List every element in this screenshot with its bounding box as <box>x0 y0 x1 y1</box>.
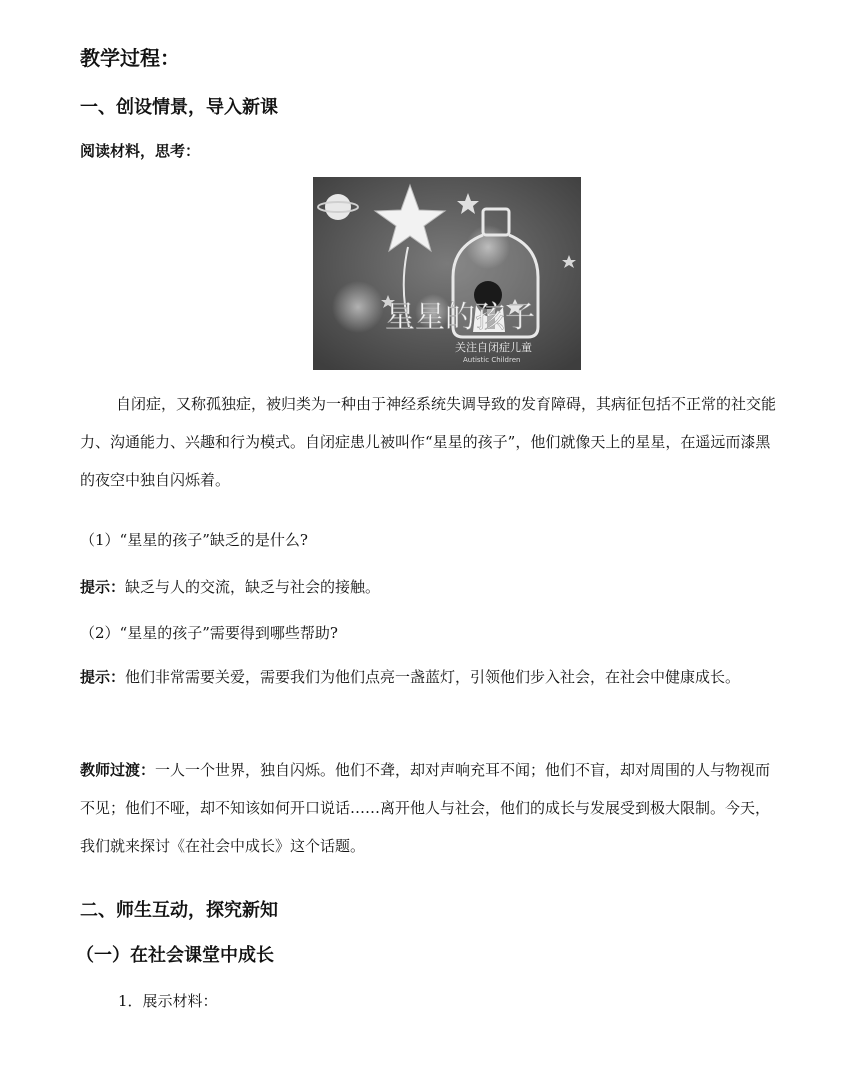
hint-1 <box>80 576 380 597</box>
section-1-heading: 一、创设情景，导入新课 <box>80 97 278 118</box>
question-1: （1）“星星的孩子”缺乏的是什么? <box>80 531 308 549</box>
question-2: （2）“星星的孩子”需要得到哪些帮助? <box>80 624 338 642</box>
read-prompt: 阅读材料，思考： <box>80 142 201 160</box>
teacher-transition-label: 教师过渡： <box>80 761 156 779</box>
hint-1-text: 缺乏与人的交流，缺乏与社会的接触。 <box>125 578 381 596</box>
autism-illustration-image <box>313 177 581 370</box>
teacher-transition <box>80 751 780 865</box>
hint-2-label: 提示： <box>80 668 126 686</box>
hint-2-text: 他们非常需要关爱，需要我们为他们点亮一盏蓝灯，引领他们步入社会，在社会中健康成长。 <box>125 668 741 686</box>
image-english-text: Autistic Children <box>463 356 521 364</box>
image-subtitle-text: 关注自闭症儿童 <box>455 341 532 354</box>
image-title-text: 星星的孩子 <box>385 300 535 335</box>
item-1: 1．展示材料： <box>118 992 218 1010</box>
intro-paragraph: 自闭症，又称孤独症，被归类为一种由于神经系统失调导致的发育障碍，其病征包括不正常的社交能力、沟通能力、兴趣和行为模式。自闭症患儿被叫作“星星的孩子”，他们就像天上的星星，在遥远而漆黑的夜空中独自闪烁着。 <box>80 395 777 489</box>
subsection-1-heading: （一）在社会课堂中成长 <box>76 945 274 966</box>
page-heading: 教学过程： <box>80 46 180 70</box>
section-2-heading: 二、师生互动，探究新知 <box>80 900 278 921</box>
hint-1-label: 提示： <box>80 578 126 596</box>
hint-2 <box>80 658 780 696</box>
teacher-transition-text: 一人一个世界，独自闪烁。他们不聋，却对声响充耳不闻；他们不盲，却对周围的人与物视而不见；他们不哑，却不知该如何开口说话……离开他人与社会，他们的成长与发展受到极大限制。今天，我们就来探讨《在社会中成长》这个话题。 <box>80 761 771 855</box>
